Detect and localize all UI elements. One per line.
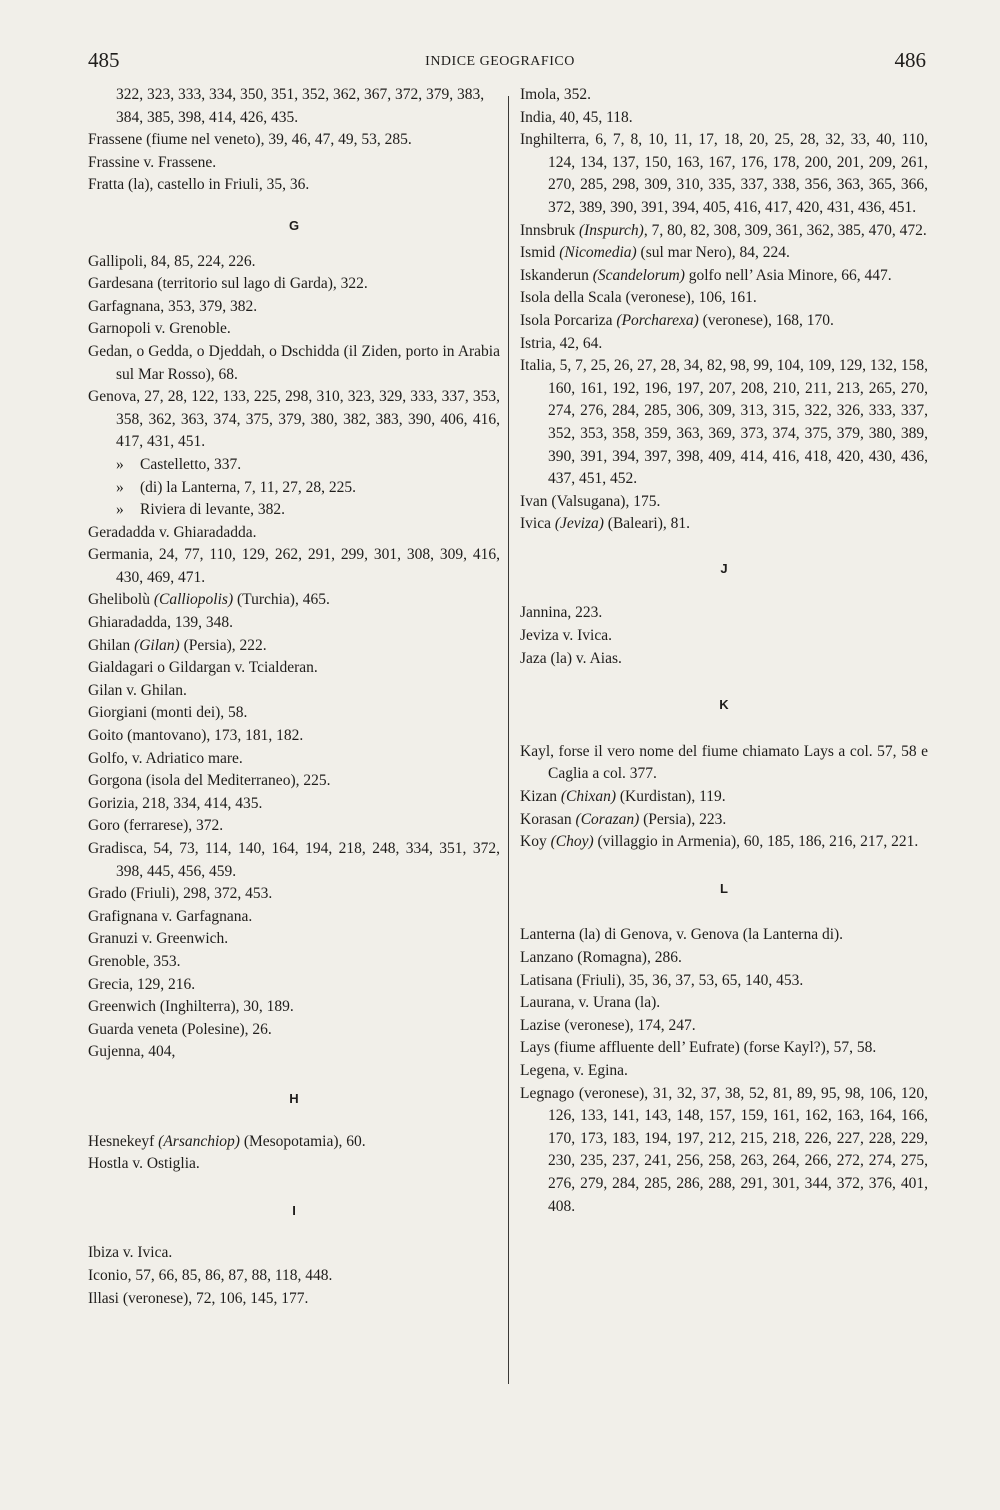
index-entry: Gedan, o Gedda, o Djeddah, o Dschidda (il Ziden, porto in Arabia sul Mar Rosso), 68. (88, 342, 500, 383)
section-heading-h: H (289, 1090, 299, 1106)
index-entry: Latisana (Friuli), 35, 36, 37, 53, 65, 140, 453. (520, 971, 804, 989)
right-column (520, 84, 928, 1218)
page-number-right: 486 (894, 48, 926, 72)
index-entry: Gardesana (territorio sul lago di Garda), 322. (88, 275, 368, 293)
index-entry: Ivica (Jeviza) (Baleari), 81. (520, 515, 690, 533)
index-entry: Gallipoli, 84, 85, 224, 226. (88, 252, 256, 270)
index-entry: Ghiaradadda, 139, 348. (88, 614, 234, 632)
index-entry: Garnopoli v. Grenoble. (88, 320, 231, 338)
index-entry: Lanzano (Romagna), 286. (520, 949, 682, 966)
index-entry: Giorgiani (monti dei), 58. (88, 704, 248, 722)
index-entry: Grafignana v. Garfagnana. (88, 907, 253, 925)
index-entry: Iconio, 57, 66, 85, 86, 87, 88, 118, 448. (88, 1266, 333, 1284)
index-entry: Isola Porcariza (Porcharexa) (veronese), 168, 170. (520, 311, 834, 329)
index-entry: Frassine v. Frassene. (88, 153, 217, 171)
index-entry: Kayl, forse il vero nome del fiume chiamato Lays a col. 57, 58 e Caglia a col. 377. (520, 742, 928, 783)
index-entry: Jaza (la) v. Aias. (520, 649, 622, 667)
index-entry: Ibiza v. Ivica. (88, 1244, 173, 1262)
index-entry: Gorizia, 218, 334, 414, 435. (88, 794, 263, 812)
index-entry: Gilan v. Ghilan. (88, 681, 187, 699)
index-entry: Legena, v. Egina. (520, 1061, 628, 1079)
index-entry: Hesnekeyf (Arsanchiop) (Mesopotamia), 60. (88, 1132, 366, 1150)
index-entry: Greenwich (Inghilterra), 30, 189. (88, 998, 294, 1016)
index-entry: Illasi (veronese), 72, 106, 145, 177. (88, 1289, 309, 1307)
page-number-left: 485 (88, 48, 120, 72)
index-subentry: » Riviera di levante, 382. (116, 501, 286, 519)
index-entry: Guarda veneta (Polesine), 26. (88, 1020, 272, 1038)
index-entry: Germania, 24, 77, 110, 129, 262, 291, 299, 301, 308, 309, 416, 430, 469, 471. (88, 546, 500, 586)
index-entry: Jeviza v. Ivica. (520, 627, 612, 645)
index-entry: India, 40, 45, 118. (520, 108, 633, 126)
section-heading-i: I (292, 1202, 296, 1218)
section-heading-l: L (720, 880, 728, 896)
index-entry: Lays (fiume affluente dell’ Eufrate) (forse Kayl?), 57, 58. (520, 1039, 877, 1057)
index-entry: Genova, 27, 28, 122, 133, 225, 298, 310, 323, 329, 333, 337, 353, 358, 362, 363, 374, 375, 379, 380, 382, 383, 390, 406, 416, 417, 431, 451. (88, 388, 500, 451)
index-entry: Koy (Choy) (villaggio in Armenia), 60, 185, 186, 216, 217, 221. (520, 833, 919, 851)
index-entry: Italia, 5, 7, 25, 26, 27, 28, 34, 82, 98, 99, 104, 109, 129, 132, 158, 160, 161, 192, 196, 197, 207, 208, 210, 211, 213, 265, 270, 274, 276, 284, 285, 306, 309, 313, 315, 322, 326, 333, 337, 352, 353, 358, 359, 363, 369, 373, 374, 375, 379, 380, 389, 390, 391, 394, 397, 398, 409, 414, 416, 418, 420, 430, 436, 437, 451, 452. (520, 357, 928, 488)
index-entry: Istria, 42, 64. (520, 334, 603, 352)
index-entry: Inghilterra, 6, 7, 8, 10, 11, 17, 18, 20, 25, 28, 32, 33, 40, 110, 124, 134, 137, 150, 163, 167, 176, 178, 200, 201, 209, 261, 270, 285, 298, 309, 310, 335, 337, 338, 356, 363, 365, 366, 372, 389, 390, 391, 394, 405, 416, 417, 420, 431, 436, 451. (520, 131, 928, 216)
index-entry: Ismid (Nicomedia) (sul mar Nero), 84, 224. (520, 244, 790, 262)
index-entry: Grecia, 129, 216. (88, 975, 196, 993)
index-entry: Jannina, 223. (520, 604, 603, 622)
index-entry: Ivan (Valsugana), 175. (520, 492, 661, 510)
index-entry: Goito (mantovano), 173, 181, 182. (88, 727, 304, 745)
index-entry: Lanterna (la) di Genova, v. Genova (la Lanterna di). (520, 926, 844, 944)
index-entry: Garfagnana, 353, 379, 382. (88, 297, 258, 315)
index-entry: Grado (Friuli), 298, 372, 453. (88, 885, 273, 903)
index-entry: Kizan (Chixan) (Kurdistan), 119. (520, 788, 726, 806)
index-entry: Hostla v. Ostiglia. (88, 1155, 200, 1173)
index-entry: Frassene (fiume nel veneto), 39, 46, 47, 49, 53, 285. (88, 131, 412, 149)
index-entry: Goro (ferrarese), 372. (88, 817, 224, 835)
index-entry: Gradisca, 54, 73, 114, 140, 164, 194, 218, 248, 334, 351, 372, 398, 445, 456, 459. (88, 840, 500, 880)
column-separator (508, 96, 509, 1384)
index-entry: Korasan (Corazan) (Persia), 223. (520, 810, 727, 828)
index-entry: Isola della Scala (veronese), 106, 161. (520, 289, 757, 307)
index-entry: Ghilan (Gilan) (Persia), 222. (88, 636, 267, 654)
index-entry: Innsbruk (Inspurch), 7, 80, 82, 308, 309, 361, 362, 385, 470, 472. (520, 221, 927, 239)
index-subentry: » Castelletto, 337. (116, 455, 242, 473)
section-heading-g: G (288, 217, 300, 233)
running-title: INDICE GEOGRAFICO (425, 54, 575, 69)
index-entry: Imola, 352. (520, 86, 592, 103)
index-entry: Gialdagari o Gildargan v. Tcialderan. (88, 659, 318, 677)
index-entry: Golfo, v. Adriatico mare. (88, 749, 243, 767)
section-heading-j: J (720, 560, 728, 576)
index-entry-continuation: 322, 323, 333, 334, 350, 351, 352, 362, 367, 372, 379, 383, 384, 385, 398, 414, 426, 435. (116, 86, 485, 126)
index-entry: Fratta (la), castello in Friuli, 35, 36. (88, 176, 310, 194)
index-entry: Geradadda v. Ghiaradadda. (88, 523, 257, 541)
left-column (88, 84, 500, 1310)
index-subentry: » (di) la Lanterna, 7, 11, 27, 28, 225. (116, 478, 356, 496)
index-entry: Legnago (veronese), 31, 32, 37, 38, 52, 81, 89, 95, 98, 106, 120, 126, 133, 141, 143, 148, 157, 159, 161, 162, 163, 164, 166, 170, 173, 183, 194, 197, 212, 215, 218, 226, 227, 228, 229, 230, 235, 237, 241, 256, 258, 263, 264, 266, 272, 274, 275, 276, 279, 284, 285, 286, 288, 291, 301, 344, 372, 376, 401, 408. (520, 1084, 928, 1215)
index-entry: Ghelibolù (Calliopolis) (Turchia), 465. (88, 591, 330, 609)
index-entry: Grenoble, 353. (88, 952, 181, 970)
section-heading-k: K (719, 697, 729, 713)
index-entry: Lazise (veronese), 174, 247. (520, 1016, 696, 1034)
index-entry: Gorgona (isola del Mediterraneo), 225. (88, 772, 331, 790)
index-entry: Laurana, v. Urana (la). (520, 994, 661, 1012)
index-entry: Granuzi v. Greenwich. (88, 930, 229, 948)
index-entry: Gujenna, 404, (88, 1043, 176, 1061)
page-header (0, 48, 1000, 78)
index-entry: Iskanderun (Scandelorum) golfo nell’ Asia Minore, 66, 447. (520, 266, 892, 284)
